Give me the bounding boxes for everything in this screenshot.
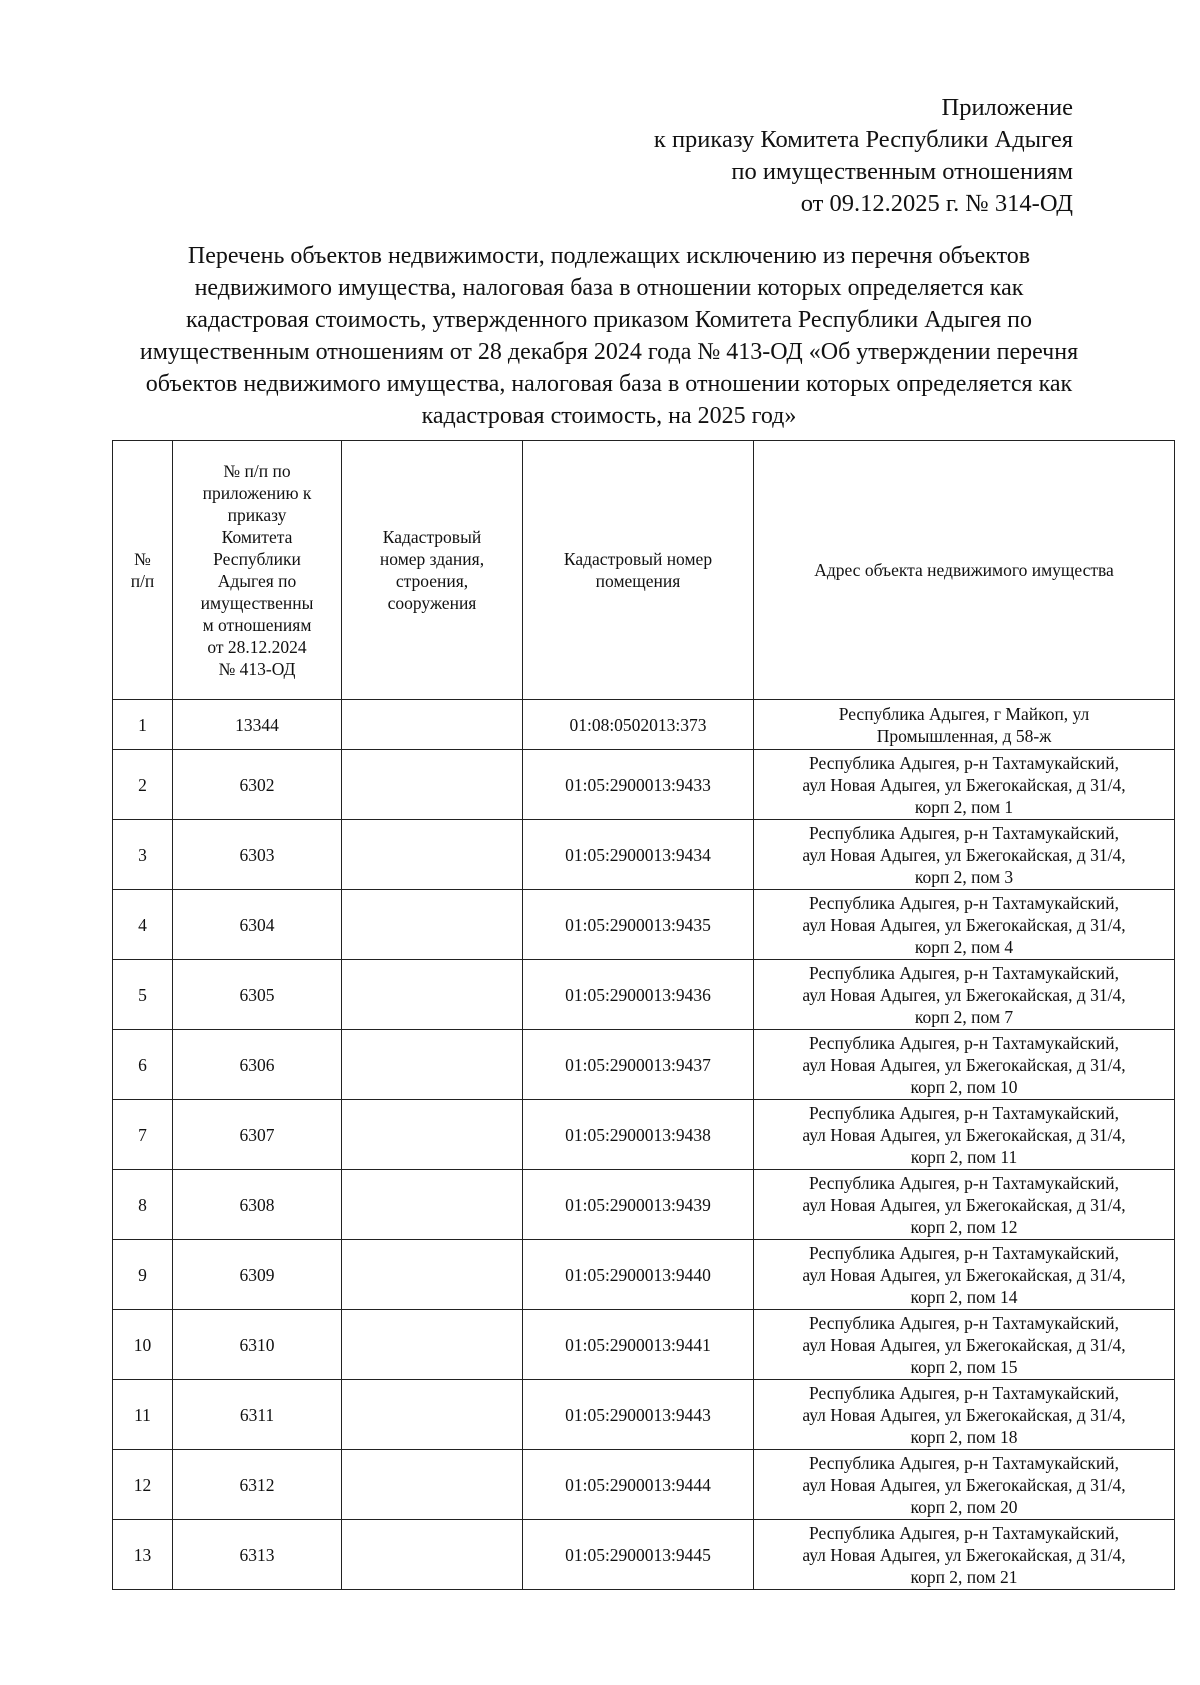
cell-room: 01:05:2900013:9441: [523, 1310, 754, 1380]
cell-number: 13: [113, 1520, 173, 1590]
table-row: [113, 1450, 1175, 1520]
cell-address: Республика Адыгея, р-н Тахтамукайский, аул Новая Адыгея, ул Бжегокайская, д 31/4, корп 2, пом 1: [754, 750, 1175, 820]
cell-reference: 6312: [173, 1450, 342, 1520]
title-line: Перечень объектов недвижимости, подлежащих исключению из перечня объектов: [187, 243, 1031, 269]
title-line: недвижимого имущества, налоговая база в отношении которых определяется как: [194, 275, 1024, 301]
cell-number: 1: [113, 700, 173, 750]
cell-building: [342, 1170, 523, 1240]
table-row: [113, 1240, 1175, 1310]
table-row: [113, 1520, 1175, 1590]
cell-room: 01:05:2900013:9436: [523, 960, 754, 1030]
cell-reference: 6311: [173, 1380, 342, 1450]
cell-address: Республика Адыгея, р-н Тахтамукайский, аул Новая Адыгея, ул Бжегокайская, д 31/4, корп 2, пом 20: [754, 1450, 1175, 1520]
document-title: [70, 240, 1148, 432]
cell-number: 7: [113, 1100, 173, 1170]
cell-building: [342, 1240, 523, 1310]
cell-building: [342, 1030, 523, 1100]
cell-address: Республика Адыгея, г Майкоп, ул Промышленная, д 58-ж: [754, 700, 1175, 750]
cell-address: Республика Адыгея, р-н Тахтамукайский, аул Новая Адыгея, ул Бжегокайская, д 31/4, корп 2, пом 21: [754, 1520, 1175, 1590]
cell-room: 01:05:2900013:9437: [523, 1030, 754, 1100]
cell-building: [342, 1380, 523, 1450]
cell-address: Республика Адыгея, р-н Тахтамукайский, аул Новая Адыгея, ул Бжегокайская, д 31/4, корп 2, пом 10: [754, 1030, 1175, 1100]
appendix-block: [654, 92, 1073, 220]
cell-room: 01:05:2900013:9445: [523, 1520, 754, 1590]
table-row: [113, 700, 1175, 750]
cell-number: 3: [113, 820, 173, 890]
title-line: кадастровая стоимость, утвержденного приказом Комитета Республики Адыгея по: [186, 307, 1032, 333]
cell-address: Республика Адыгея, р-н Тахтамукайский, аул Новая Адыгея, ул Бжегокайская, д 31/4, корп 2, пом 11: [754, 1100, 1175, 1170]
cell-address: Республика Адыгея, р-н Тахтамукайский, аул Новая Адыгея, ул Бжегокайская, д 31/4, корп 2, пом 14: [754, 1240, 1175, 1310]
table-header-row: [113, 441, 1175, 700]
cell-address: Республика Адыгея, р-н Тахтамукайский, аул Новая Адыгея, ул Бжегокайская, д 31/4, корп 2, пом 7: [754, 960, 1175, 1030]
cell-room: 01:05:2900013:9439: [523, 1170, 754, 1240]
cell-room: 01:05:2900013:9443: [523, 1380, 754, 1450]
cell-reference: 6303: [173, 820, 342, 890]
appendix-line: Приложение: [941, 94, 1073, 121]
cell-address: Республика Адыгея, р-н Тахтамукайский, аул Новая Адыгея, ул Бжегокайская, д 31/4, корп 2, пом 12: [754, 1170, 1175, 1240]
cell-building: [342, 1100, 523, 1170]
cell-reference: 6306: [173, 1030, 342, 1100]
appendix-line: по имущественным отношениям: [731, 158, 1073, 185]
cell-room: 01:05:2900013:9434: [523, 820, 754, 890]
header-reference-number: № п/п по приложению к приказу Комитета Республики Адыгея по имущественны м отношениям от 28.12.2024 № 413-ОД: [173, 441, 342, 700]
cell-reference: 6308: [173, 1170, 342, 1240]
title-line: имущественным отношениям от 28 декабря 2024 года № 413-ОД «Об утверждении перечня: [139, 339, 1079, 365]
cell-reference: 6309: [173, 1240, 342, 1310]
cell-number: 10: [113, 1310, 173, 1380]
table-row: [113, 1030, 1175, 1100]
objects-table: [112, 440, 1175, 1590]
cell-number: 4: [113, 890, 173, 960]
cell-room: 01:05:2900013:9433: [523, 750, 754, 820]
cell-reference: 6313: [173, 1520, 342, 1590]
cell-reference: 6302: [173, 750, 342, 820]
table-row: [113, 1100, 1175, 1170]
cell-number: 12: [113, 1450, 173, 1520]
cell-reference: 6304: [173, 890, 342, 960]
cell-room: 01:05:2900013:9438: [523, 1100, 754, 1170]
cell-number: 5: [113, 960, 173, 1030]
cell-address: Республика Адыгея, р-н Тахтамукайский, аул Новая Адыгея, ул Бжегокайская, д 31/4, корп 2, пом 4: [754, 890, 1175, 960]
header-building-cadastral: Кадастровый номер здания, строения, сооружения: [342, 441, 523, 700]
cell-building: [342, 1450, 523, 1520]
table-row: [113, 960, 1175, 1030]
header-row-number: № п/п: [113, 441, 173, 700]
cell-building: [342, 750, 523, 820]
cell-number: 11: [113, 1380, 173, 1450]
table-row: [113, 750, 1175, 820]
cell-building: [342, 960, 523, 1030]
cell-number: 8: [113, 1170, 173, 1240]
table-row: [113, 1170, 1175, 1240]
cell-building: [342, 890, 523, 960]
title-line: объектов недвижимого имущества, налоговая база в отношении которых определяется как: [145, 371, 1073, 397]
cell-room: 01:05:2900013:9440: [523, 1240, 754, 1310]
cell-reference: 6307: [173, 1100, 342, 1170]
table-row: [113, 1310, 1175, 1380]
cell-room: 01:05:2900013:9444: [523, 1450, 754, 1520]
header-room-cadastral: Кадастровый номер помещения: [523, 441, 754, 700]
table-row: [113, 1380, 1175, 1450]
cell-number: 6: [113, 1030, 173, 1100]
cell-number: 9: [113, 1240, 173, 1310]
cell-reference: 6305: [173, 960, 342, 1030]
cell-building: [342, 1520, 523, 1590]
cell-address: Республика Адыгея, р-н Тахтамукайский, аул Новая Адыгея, ул Бжегокайская, д 31/4, корп 2, пом 18: [754, 1380, 1175, 1450]
cell-number: 2: [113, 750, 173, 820]
appendix-line: к приказу Комитета Республики Адыгея: [653, 126, 1073, 153]
table-row: [113, 820, 1175, 890]
cell-address: Республика Адыгея, р-н Тахтамукайский, аул Новая Адыгея, ул Бжегокайская, д 31/4, корп 2, пом 15: [754, 1310, 1175, 1380]
header-address: Адрес объекта недвижимого имущества: [754, 441, 1175, 700]
cell-room: 01:05:2900013:9435: [523, 890, 754, 960]
cell-reference: 13344: [173, 700, 342, 750]
cell-building: [342, 1310, 523, 1380]
title-line: кадастровая стоимость, на 2025 год»: [421, 403, 797, 429]
cell-building: [342, 700, 523, 750]
cell-building: [342, 820, 523, 890]
cell-reference: 6310: [173, 1310, 342, 1380]
appendix-date-number: от 09.12.2025 г. № 314-ОД: [800, 190, 1073, 217]
cell-address: Республика Адыгея, р-н Тахтамукайский, аул Новая Адыгея, ул Бжегокайская, д 31/4, корп 2, пом 3: [754, 820, 1175, 890]
table-row: [113, 890, 1175, 960]
cell-room: 01:08:0502013:373: [523, 700, 754, 750]
